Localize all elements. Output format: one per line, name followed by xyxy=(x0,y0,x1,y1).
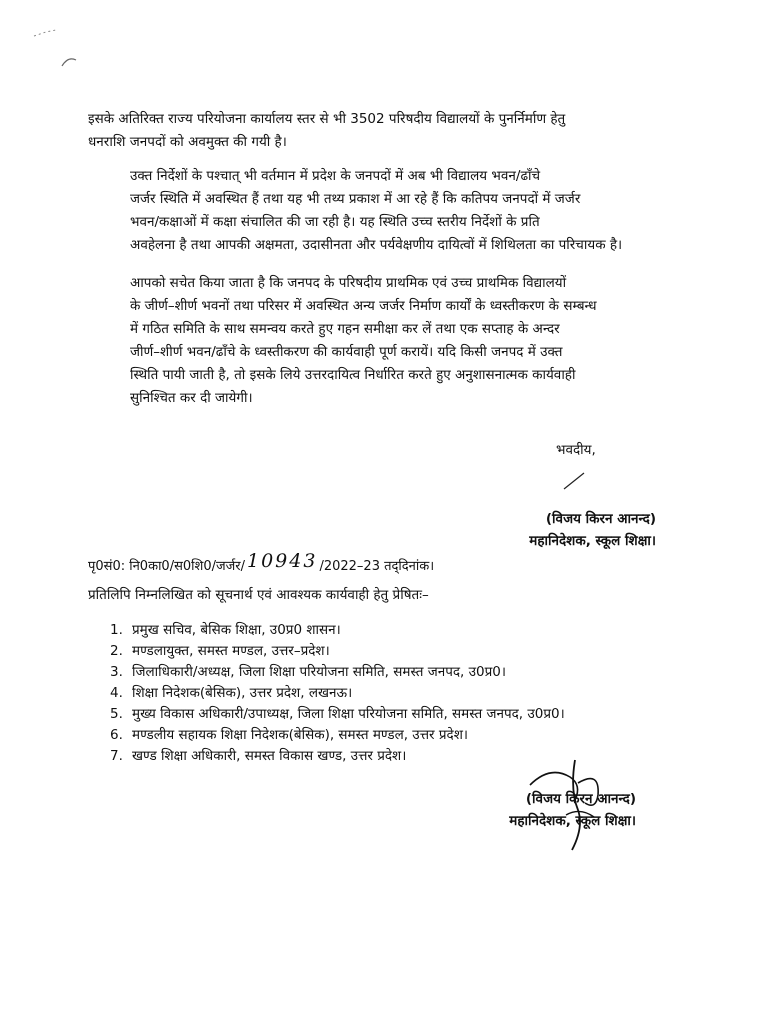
list-item-text: खण्ड शिक्षा अधिकारी, समस्त विकास खण्ड, उत्तर प्रदेश। xyxy=(132,748,407,764)
reference-number xyxy=(88,550,435,575)
paragraph-fund-release xyxy=(88,108,678,154)
paragraph-line: आपको सचेत किया जाता है कि जनपद के परिषदीय प्राथमिक एवं उच्च प्राथमिक विद्यालयों xyxy=(130,275,567,291)
scan-artifact-mark xyxy=(20,20,80,70)
initial-stroke-mark xyxy=(560,470,590,492)
list-item xyxy=(110,725,565,746)
list-item xyxy=(110,704,565,725)
signatory-designation: महानिदेशक, स्कूल शिक्षा। xyxy=(509,813,636,829)
list-item xyxy=(110,641,565,662)
list-item-text: प्रमुख सचिव, बेसिक शिक्षा, उ0प्र0 शासन। xyxy=(132,622,341,638)
list-item-text: मण्डलायुक्त, समस्त मण्डल, उत्तर–प्रदेश। xyxy=(132,643,330,659)
signature-block xyxy=(470,508,656,552)
list-item xyxy=(110,683,565,704)
reference-suffix: /2022–23 तद्‌दिनांक। xyxy=(319,559,435,574)
signature-block-copy xyxy=(470,788,636,832)
paragraph-line: अवहेलना है तथा आपकी अक्षमता, उदासीनता और पर्यवेक्षणीय दायित्वों में शिथिलता का परिचायक है। xyxy=(130,237,623,253)
copy-to-intro: प्रतिलिपि निम्नलिखित को सूचनार्थ एवं आवश्यक कार्यवाही हेतु प्रेषितः– xyxy=(88,587,429,603)
paragraph-line: जीर्ण–शीर्ण भवन/ढाँचे के ध्वस्तीकरण की कार्यवाही पूर्ण करायें। यदि किसी जनपद में उक्त xyxy=(130,344,563,360)
signatory-designation: महानिदेशक, स्कूल शिक्षा। xyxy=(529,533,656,549)
paragraph-line: स्थिति पायी जाती है, तो इसके लिये उत्तरदायित्व निर्धारित करते हुए अनुशासनात्मक कार्यवाही xyxy=(130,367,576,383)
list-item-number: 7. xyxy=(110,748,123,764)
list-item-number: 4. xyxy=(110,685,123,701)
list-item-number: 3. xyxy=(110,664,123,680)
list-item xyxy=(110,620,565,641)
copy-to-list xyxy=(110,620,565,767)
paragraph-line: उक्त निर्देशों के पश्चात् भी वर्तमान में प्रदेश के जनपदों में अब भी विद्यालय भवन/ढाँचे xyxy=(130,168,541,184)
paragraph-line: धनराशि जनपदों को अवमुक्त की गयी है। xyxy=(88,134,287,150)
handwritten-dispatch-number: 10943 xyxy=(247,550,318,572)
list-item xyxy=(110,662,565,683)
paragraph-line: में गठित समिति के साथ समन्वय करते हुए गहन समीक्षा कर लें तथा एक सप्ताह के अन्दर xyxy=(130,321,560,337)
list-item-text: मुख्य विकास अधिकारी/उपाध्यक्ष, जिला शिक्षा परियोजना समिति, समस्त जनपद, उ0प्र0। xyxy=(132,706,565,722)
list-item-text: मण्डलीय सहायक शिक्षा निदेशक(बेसिक), समस्त मण्डल, उत्तर प्रदेश। xyxy=(132,727,468,743)
list-item-text: जिलाधिकारी/अध्यक्ष, जिला शिक्षा परियोजना समिति, समस्त जनपद, उ0प्र0। xyxy=(132,664,506,680)
list-item-text: शिक्षा निदेशक(बेसिक), उत्तर प्रदेश, लखनऊ। xyxy=(132,685,353,701)
closing-regards: भवदीय, xyxy=(556,442,596,458)
paragraph-warning xyxy=(88,272,678,410)
reference-prefix: पृ0सं0: नि0का0/स0शि0/जर्जर/ xyxy=(88,559,245,574)
paragraph-line: इसके अतिरिक्त राज्य परियोजना कार्यालय स्तर से भी 3502 परिषदीय विद्यालयों के पुनर्निर्माण हेतु xyxy=(88,111,566,127)
list-item-number: 2. xyxy=(110,643,123,659)
paragraph-line: के जीर्ण–शीर्ण भवनों तथा परिसर में अवस्थित अन्य जर्जर निर्माण कार्यों के ध्वस्तीकरण के सम्बन्ध xyxy=(130,298,597,314)
list-item xyxy=(110,746,565,767)
paragraph-line: जर्जर स्थिति में अवस्थित हैं तथा यह भी तथ्य प्रकाश में आ रहे हैं कि कतिपय जनपदों में जर्जर xyxy=(130,191,581,207)
list-item-number: 6. xyxy=(110,727,123,743)
paragraph-line: सुनिश्चित कर दी जायेगी। xyxy=(130,390,253,406)
list-item-number: 1. xyxy=(110,622,123,638)
signatory-name: (विजय किरन आनन्द) xyxy=(545,511,656,527)
list-item-number: 5. xyxy=(110,706,123,722)
signatory-name: (विजय किरन आनन्द) xyxy=(525,791,636,807)
paragraph-dilapidated-buildings xyxy=(88,165,678,257)
paragraph-line: भवन/कक्षाओं में कक्षा संचालित की जा रही है। यह स्थिति उच्च स्तरीय निर्देशों के प्रति xyxy=(130,214,540,230)
